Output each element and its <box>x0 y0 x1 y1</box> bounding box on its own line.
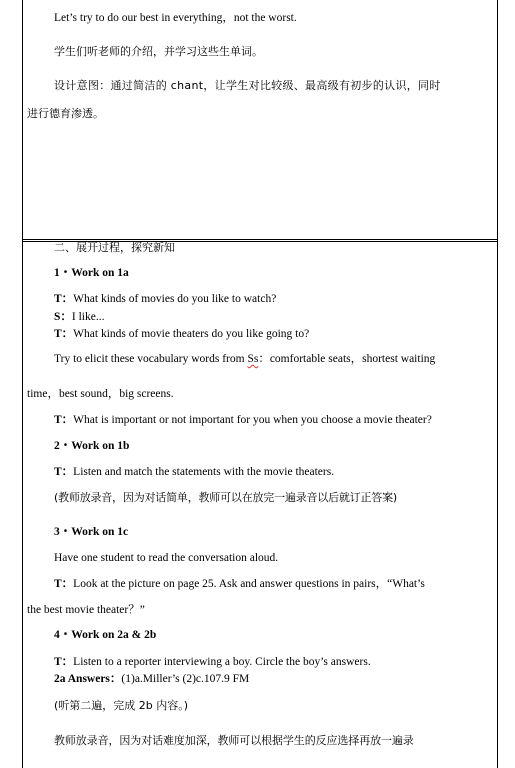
speaker-label: T： <box>54 293 74 305</box>
step-title: 1・Work on 1a <box>54 267 129 279</box>
table-row-divider <box>22 239 498 240</box>
text-line: Let’s try to do our best in everything，not the worst. <box>54 12 297 24</box>
dialogue-text: Listen and match the statements with the movie theaters. <box>73 466 335 478</box>
speaker-label: T： <box>54 328 74 340</box>
table-left-border <box>22 0 23 768</box>
speaker-label: T： <box>54 656 74 668</box>
section-heading: 二、展开过程，探究新知 <box>54 241 175 254</box>
dialogue-text: What kinds of movie theaters do you like going to? <box>73 328 310 340</box>
answer-label: 2a Answers： <box>54 673 122 685</box>
dialogue-line <box>54 465 334 479</box>
text-line: 学生们听老师的介绍，并学习这些生单词。 <box>54 45 263 58</box>
answer-text: (1)a.Miller’s (2)c.107.9 FM <box>121 673 250 685</box>
table-right-border <box>497 0 498 768</box>
text-line: Have one student to read the conversation aloud. <box>54 552 279 564</box>
dialogue-text: What kinds of movies do you like to watch? <box>73 293 277 305</box>
text-line: 教师放录音，因为对话难度加深，教师可以根据学生的反应选择再放一遍录 <box>54 734 414 747</box>
answer-line <box>54 672 249 686</box>
dialogue-line <box>54 577 425 591</box>
step-title: 3・Work on 1c <box>54 526 129 538</box>
text-line <box>54 352 435 366</box>
dialogue-line <box>54 310 104 324</box>
dialogue-line <box>54 327 309 341</box>
dialogue-text: Listen to a reporter interviewing a boy. Circle the boy’s answers. <box>73 656 371 668</box>
text-line: the best movie theater？” <box>27 604 145 616</box>
dialogue-line <box>54 655 371 669</box>
dialogue-text: I like... <box>71 311 105 323</box>
text-line: time，best sound，big screens. <box>27 388 174 400</box>
dialogue-text: Look at the picture on page 25. Ask and answer questions in pairs，“What’s <box>73 578 425 590</box>
text-span: Try to elicit these vocabulary words from <box>54 353 248 365</box>
spellcheck-word: Ss <box>247 353 259 365</box>
speaker-label: T： <box>54 466 74 478</box>
dialogue-line <box>54 413 432 427</box>
design-intent-line: 进行德育渗透。 <box>27 107 104 120</box>
teacher-note: (听第二遍，完成 2b 内容。) <box>54 699 189 712</box>
dialogue-line <box>54 292 276 306</box>
speaker-label: T： <box>54 578 74 590</box>
text-span: ：comfortable seats，shortest waiting <box>258 353 436 365</box>
step-title: 2・Work on 1b <box>54 440 130 452</box>
teacher-note: (教师放录音，因为对话简单，教师可以在放完一遍录音以后就订正答案) <box>54 491 397 504</box>
speaker-label: T： <box>54 414 74 426</box>
design-intent-line: 设计意图：通过简洁的 chant，让学生对比较级、最高级有初步的认识，同时 <box>54 79 441 92</box>
step-title: 4・Work on 2a & 2b <box>54 629 157 641</box>
speaker-label: S： <box>54 311 72 323</box>
dialogue-text: What is important or not important for you when you choose a movie theater? <box>73 414 432 426</box>
